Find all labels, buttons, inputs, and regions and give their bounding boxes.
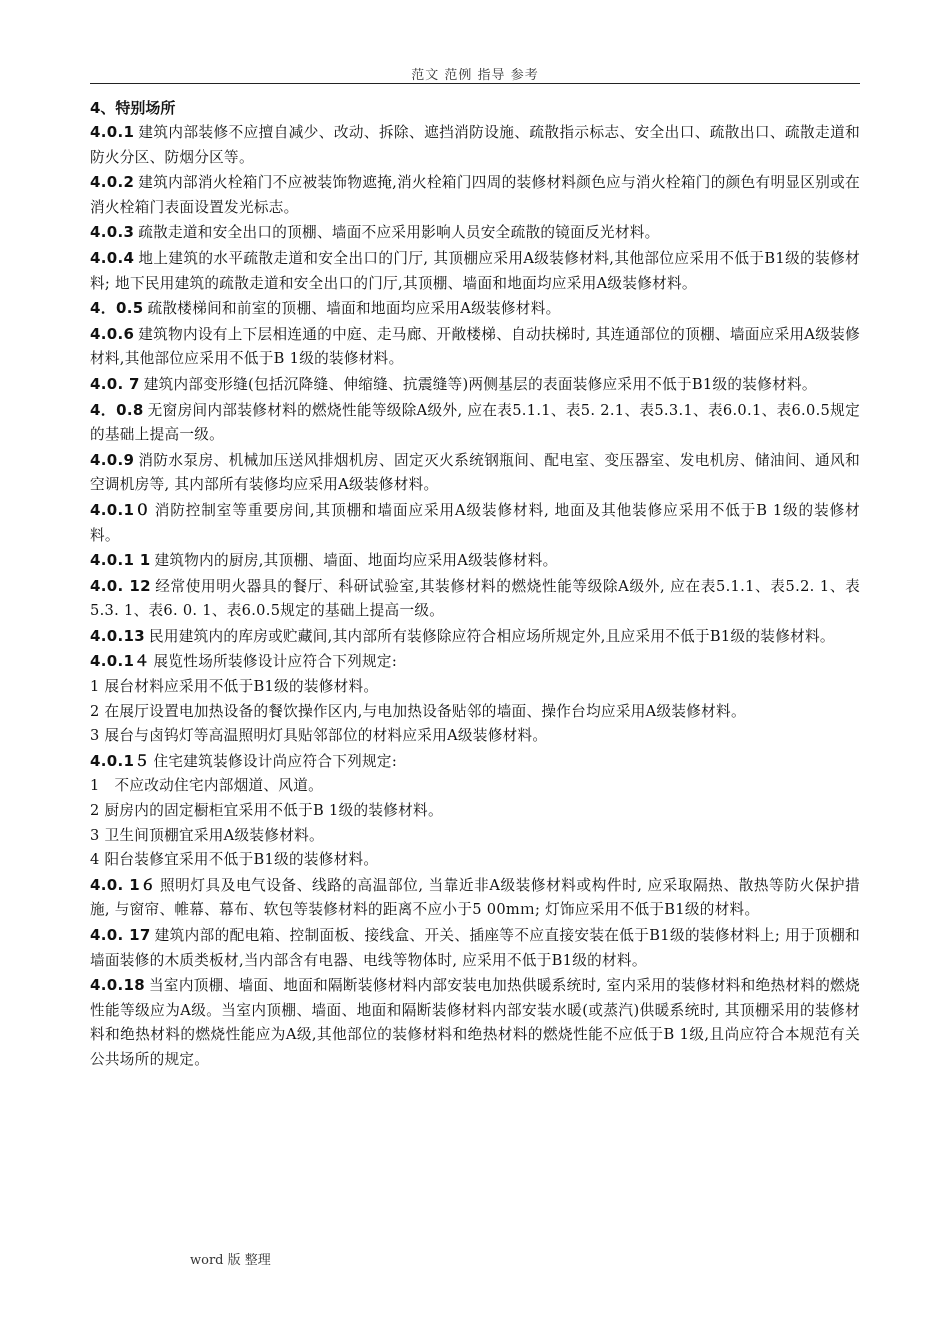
clause-text: 消防控制室等重要房间,其顶棚和墙面应采用A级装修材料, 地面及其他装修应采用不低于B 1级的装修材料。	[90, 501, 860, 544]
clause-text: 建筑物内设有上下层相连通的中庭、走马廊、开敞楼梯、自动扶梯时, 其连通部位的顶棚、墙面应采用A级装修材料,其他部位应采用不低于B 1级的装修材料。	[90, 325, 860, 368]
clause-paragraph	[90, 873, 860, 923]
clause-text: 无窗房间内部装修材料的燃烧性能等级除A级外, 应在表5.1.1、表5. 2.1、表5.3.1、表6.0.1、表6.0.5规定的基础上提高一级。	[90, 401, 860, 444]
clause-number: 4.0.2	[90, 173, 135, 192]
clause-paragraph	[90, 824, 860, 849]
clause-number: 4.0.6	[90, 324, 135, 343]
header-rule	[90, 83, 860, 84]
clause-number: 4.0. 12	[90, 576, 151, 595]
clause-text: 1 展台材料应采用不低于B1级的装修材料。	[90, 678, 379, 696]
clause-number: 4.0. 17	[90, 926, 151, 944]
clause-number: 4.0.3	[90, 223, 135, 242]
clause-number: 4.0. 1６	[90, 875, 156, 894]
clause-text: 疏散楼梯间和前室的顶棚、墙面和地面均应采用A级装修材料。	[147, 300, 561, 318]
clause-paragraph	[90, 120, 860, 170]
clause-text: 3 展台与卤钨灯等高温照明灯具贴邻部位的材料应采用A级装修材料。	[90, 727, 548, 745]
clause-number: 4.0.1４	[90, 652, 150, 671]
clause-text: 民用建筑内的库房或贮藏间,其内部所有装修除应符合相应场所规定外,且应采用不低于B1级的装修材料。	[148, 627, 835, 645]
clause-text: 消防水泵房、机械加压送风排烟机房、固定灭火系统钢瓶间、配电室、变压器室、发电机房、储油间、通风和空调机房等, 其内部所有装修均应采用A级装修材料。	[90, 451, 860, 494]
clause-paragraph	[90, 574, 860, 624]
clause-paragraph	[90, 548, 860, 574]
clause-paragraph	[90, 724, 860, 749]
clause-text: 地上建筑的水平疏散走道和安全出口的门厅, 其顶棚应采用A级装修材料,其他部位应采用不低于B1级的装修材料; 地下民用建筑的疏散走道和安全出口的门厅,其顶棚、墙面和地面均应采用A级装修材料。	[90, 249, 860, 292]
clause-text: 建筑物内的厨房,其顶棚、墙面、地面均应采用A级装修材料。	[154, 552, 558, 570]
clause-text: 建筑内部变形缝(包括沉降缝、伸缩缝、抗震缝等)两侧基层的表面装修应采用不低于B1级的装修材料。	[143, 375, 817, 393]
clause-text: 疏散走道和安全出口的顶棚、墙面不应采用影响人员安全疏散的镜面反光材料。	[138, 224, 660, 242]
document-body	[90, 96, 860, 1073]
clause-paragraph	[90, 675, 860, 700]
clause-text: 2 厨房内的固定橱柜宜采用不低于B 1级的装修材料。	[90, 802, 443, 820]
clause-list	[90, 120, 860, 1073]
clause-number: 4.0.1 1	[90, 551, 151, 570]
clause-paragraph	[90, 649, 860, 675]
clause-text: 1 不应改动住宅内部烟道、风道。	[90, 777, 323, 795]
clause-paragraph	[90, 246, 860, 296]
page-footer: word 版 整理	[190, 1253, 271, 1268]
clause-paragraph	[90, 774, 860, 799]
clause-text: 4 阳台装修宜采用不低于B1级的装修材料。	[90, 851, 379, 869]
clause-text: 2 在展厅设置电加热设备的餐饮操作区内,与电加热设备贴邻的墙面、操作台均应采用A级装修材料。	[90, 702, 746, 720]
clause-number: 4．0.8	[90, 400, 144, 419]
clause-text: 3 卫生间顶棚宜采用A级装修材料。	[90, 826, 324, 844]
clause-number: 4.0.1５	[90, 751, 150, 770]
clause-paragraph	[90, 322, 860, 372]
clause-text: 建筑内部的配电箱、控制面板、接线盒、开关、插座等不应直接安装在低于B1级的装修材料上; 用于顶棚和墙面装修的木质类板材,当内部含有电器、电线等物体时, 应采用不低于B1级的材料。	[90, 927, 860, 969]
clause-paragraph	[90, 624, 860, 650]
clause-paragraph	[90, 923, 860, 973]
clause-paragraph	[90, 749, 860, 775]
clause-number: 4.0.4	[90, 248, 135, 267]
clause-number: 4．0.5	[90, 299, 144, 318]
clause-text: 照明灯具及电气设备、线路的高温部位, 当靠近非A级装修材料或构件时, 应采取隔热、散热等防火保护措施, 与窗帘、帷幕、幕布、软包等装修材料的距离不应小于5 00mｍ; 灯饰应采用不低于B1级的材料。	[90, 876, 860, 919]
clause-text: 展览性场所装修设计应符合下列规定:	[153, 653, 398, 671]
clause-number: 4.0. 7	[90, 374, 140, 393]
clause-text: 经常使用明火器具的餐厅、科研试验室,其装修材料的燃烧性能等级除A级外, 应在表5.1.1、表5.2. 1、表5.3. 1、表6. 0. 1、表6.0.5规定的基础上提高一级。	[90, 577, 860, 620]
clause-paragraph	[90, 448, 860, 498]
clause-paragraph	[90, 848, 860, 873]
clause-paragraph	[90, 296, 860, 322]
clause-paragraph	[90, 799, 860, 824]
clause-text: 建筑内部装修不应擅自减少、改动、拆除、遮挡消防设施、疏散指示标志、安全出口、疏散出口、疏散走道和防火分区、防烟分区等。	[90, 124, 860, 166]
clause-text: 建筑内部消火栓箱门不应被装饰物遮掩,消火栓箱门四周的装修材料颜色应与消火栓箱门的颜色有明显区别或在消火栓箱门表面设置发光标志。	[90, 174, 860, 216]
clause-paragraph	[90, 170, 860, 220]
clause-number: 4.0.1	[90, 123, 135, 141]
clause-number: 4.0.9	[90, 450, 135, 469]
clause-paragraph	[90, 700, 860, 725]
clause-text: 住宅建筑装修设计尚应符合下列规定:	[153, 752, 398, 770]
section-title: 4、特别场所	[90, 99, 176, 117]
clause-paragraph	[90, 220, 860, 246]
page-header: 范文 范例 指导 参考	[411, 68, 539, 83]
clause-paragraph	[90, 372, 860, 398]
clause-paragraph	[90, 498, 860, 548]
clause-paragraph	[90, 973, 860, 1072]
clause-paragraph	[90, 398, 860, 448]
clause-text: 当室内顶棚、墙面、地面和隔断装修材料内部安装电加热供暖系统时, 室内采用的装修材料和绝热材料的燃烧性能等级应为A级。当室内顶棚、墙面、地面和隔断装修材料内部安装水暖(或蒸汽)供暖系统时, 其顶棚采用的装修材料和绝热材料的燃烧性能应为A级,其他部位的装修材料和绝热材料的燃烧性能不应低于B 1级,且尚应符合本规范有关公共场所的规定。	[90, 977, 860, 1068]
clause-number: 4.0.1０	[90, 500, 151, 519]
clause-number: 4.0.13	[90, 626, 145, 645]
clause-number: 4.0.18	[90, 976, 145, 995]
